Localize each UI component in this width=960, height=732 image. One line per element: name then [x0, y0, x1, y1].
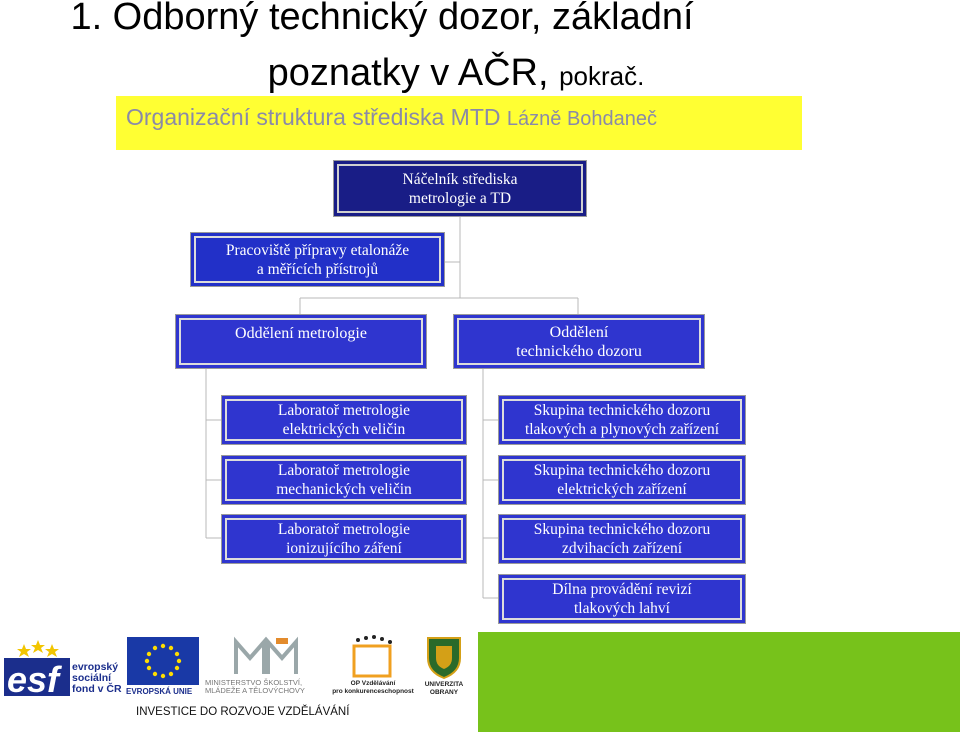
- msmt-label: [205, 679, 305, 695]
- org-node-lab-ionizing: [221, 514, 467, 564]
- esf-line2: sociální: [72, 672, 112, 684]
- org-node-lab-mechanical-line1: Laboratoř metrologie: [277, 462, 411, 479]
- org-node-group-electrical-text: [502, 459, 742, 501]
- org-node-group-lifting: [498, 514, 746, 564]
- slide-title-line1: 1. Odborný technický dozor, základní: [70, 0, 694, 38]
- msmt-line2: MLÁDEŽE A TĚLOVÝCHOVY: [205, 686, 305, 695]
- university-line2: OBRANY: [429, 689, 459, 696]
- org-node-head-text: [337, 164, 583, 213]
- university-crest-icon: [424, 636, 464, 680]
- org-node-lab-electrical: [221, 395, 467, 445]
- esf-line3: fond v ČR: [72, 683, 122, 695]
- org-node-lab-ionizing-text: [225, 518, 463, 560]
- org-node-head-line2: metrologie a TD: [408, 189, 512, 207]
- org-node-lab-electrical-line2: elektrických veličin: [282, 421, 406, 438]
- org-node-dept-metrology-text: [179, 318, 423, 365]
- org-node-dept-td-text: [457, 318, 701, 365]
- org-node-group-lifting-text: [502, 518, 742, 560]
- org-node-dept-td-line2: technického dozoru: [516, 342, 642, 360]
- op-line2: pro konkurenceschopnost: [332, 688, 414, 695]
- org-node-head-line1: Náčelník střediska: [402, 170, 518, 188]
- esf-text: [72, 662, 122, 695]
- msmt-logo-icon: [232, 636, 302, 678]
- org-node-group-pressure-line1: Skupina technického dozoru: [533, 402, 711, 419]
- org-node-group-lifting-line2: zdvihacích zařízení: [561, 540, 683, 557]
- svg-text:esf: esf: [7, 659, 60, 696]
- eu-flag-icon: [127, 637, 199, 685]
- op-line1: OP Vzdělávání: [350, 680, 396, 687]
- org-node-head: [333, 160, 587, 217]
- org-node-lab-mechanical-text: [225, 459, 463, 501]
- university-label: [418, 681, 470, 697]
- org-node-lab-electrical-text: [225, 399, 463, 441]
- invest-caption: INVESTICE DO ROZVOJE VZDĚLÁVÁNÍ: [136, 706, 350, 718]
- org-node-prep: [190, 232, 445, 287]
- org-node-lab-mechanical: [221, 455, 467, 505]
- org-node-lab-ionizing-line1: Laboratoř metrologie: [277, 521, 411, 538]
- org-node-workshop-cylinders: [498, 574, 746, 624]
- org-node-group-electrical-line2: elektrických zařízení: [557, 481, 687, 498]
- org-node-dept-metrology: [175, 314, 427, 369]
- slide-title-line2-main: poznatky v AČR,: [267, 52, 549, 94]
- slide-title-line2-small: pokrač.: [559, 61, 645, 91]
- university-line1: UNIVERZITA: [424, 681, 464, 688]
- org-node-dept-td: [453, 314, 705, 369]
- org-node-group-electrical: [498, 455, 746, 505]
- org-node-group-pressure: [498, 395, 746, 445]
- org-node-lab-mechanical-line2: mechanických veličin: [276, 481, 412, 498]
- org-node-group-pressure-text: [502, 399, 742, 441]
- esf-line1: evropský: [72, 661, 119, 673]
- subtitle-small: Lázně Bohdaneč: [506, 108, 658, 130]
- org-node-prep-text: [194, 236, 441, 283]
- org-node-workshop-cylinders-line1: Dílna provádění revizí: [552, 581, 692, 598]
- org-node-workshop-cylinders-line2: tlakových lahví: [573, 600, 670, 617]
- org-node-group-lifting-line1: Skupina technického dozoru: [533, 521, 711, 538]
- eu-label: EVROPSKÁ UNIE: [126, 687, 193, 696]
- org-node-workshop-cylinders-text: [502, 578, 742, 620]
- org-node-group-pressure-line2: tlakových a plynových zařízení: [524, 421, 720, 438]
- op-label: [332, 680, 414, 696]
- msmt-line1: MINISTERSTVO ŠKOLSTVÍ,: [205, 678, 303, 687]
- org-node-dept-td-line1: Oddělení: [549, 323, 609, 341]
- org-node-lab-ionizing-line2: ionizujícího záření: [286, 540, 402, 557]
- org-node-prep-line2: a měřících přístrojů: [256, 260, 379, 278]
- footer-green-panel: [478, 632, 960, 732]
- org-node-prep-line1: Pracoviště přípravy etalonáže: [225, 241, 410, 259]
- org-node-dept-metrology-line1: Oddělení metrologie: [235, 325, 367, 342]
- org-node-lab-electrical-line1: Laboratoř metrologie: [277, 402, 411, 419]
- subtitle-main: Organizační struktura střediska MTD: [126, 104, 501, 130]
- org-node-group-electrical-line1: Skupina technického dozoru: [533, 462, 711, 479]
- op-logo-icon: [348, 634, 398, 680]
